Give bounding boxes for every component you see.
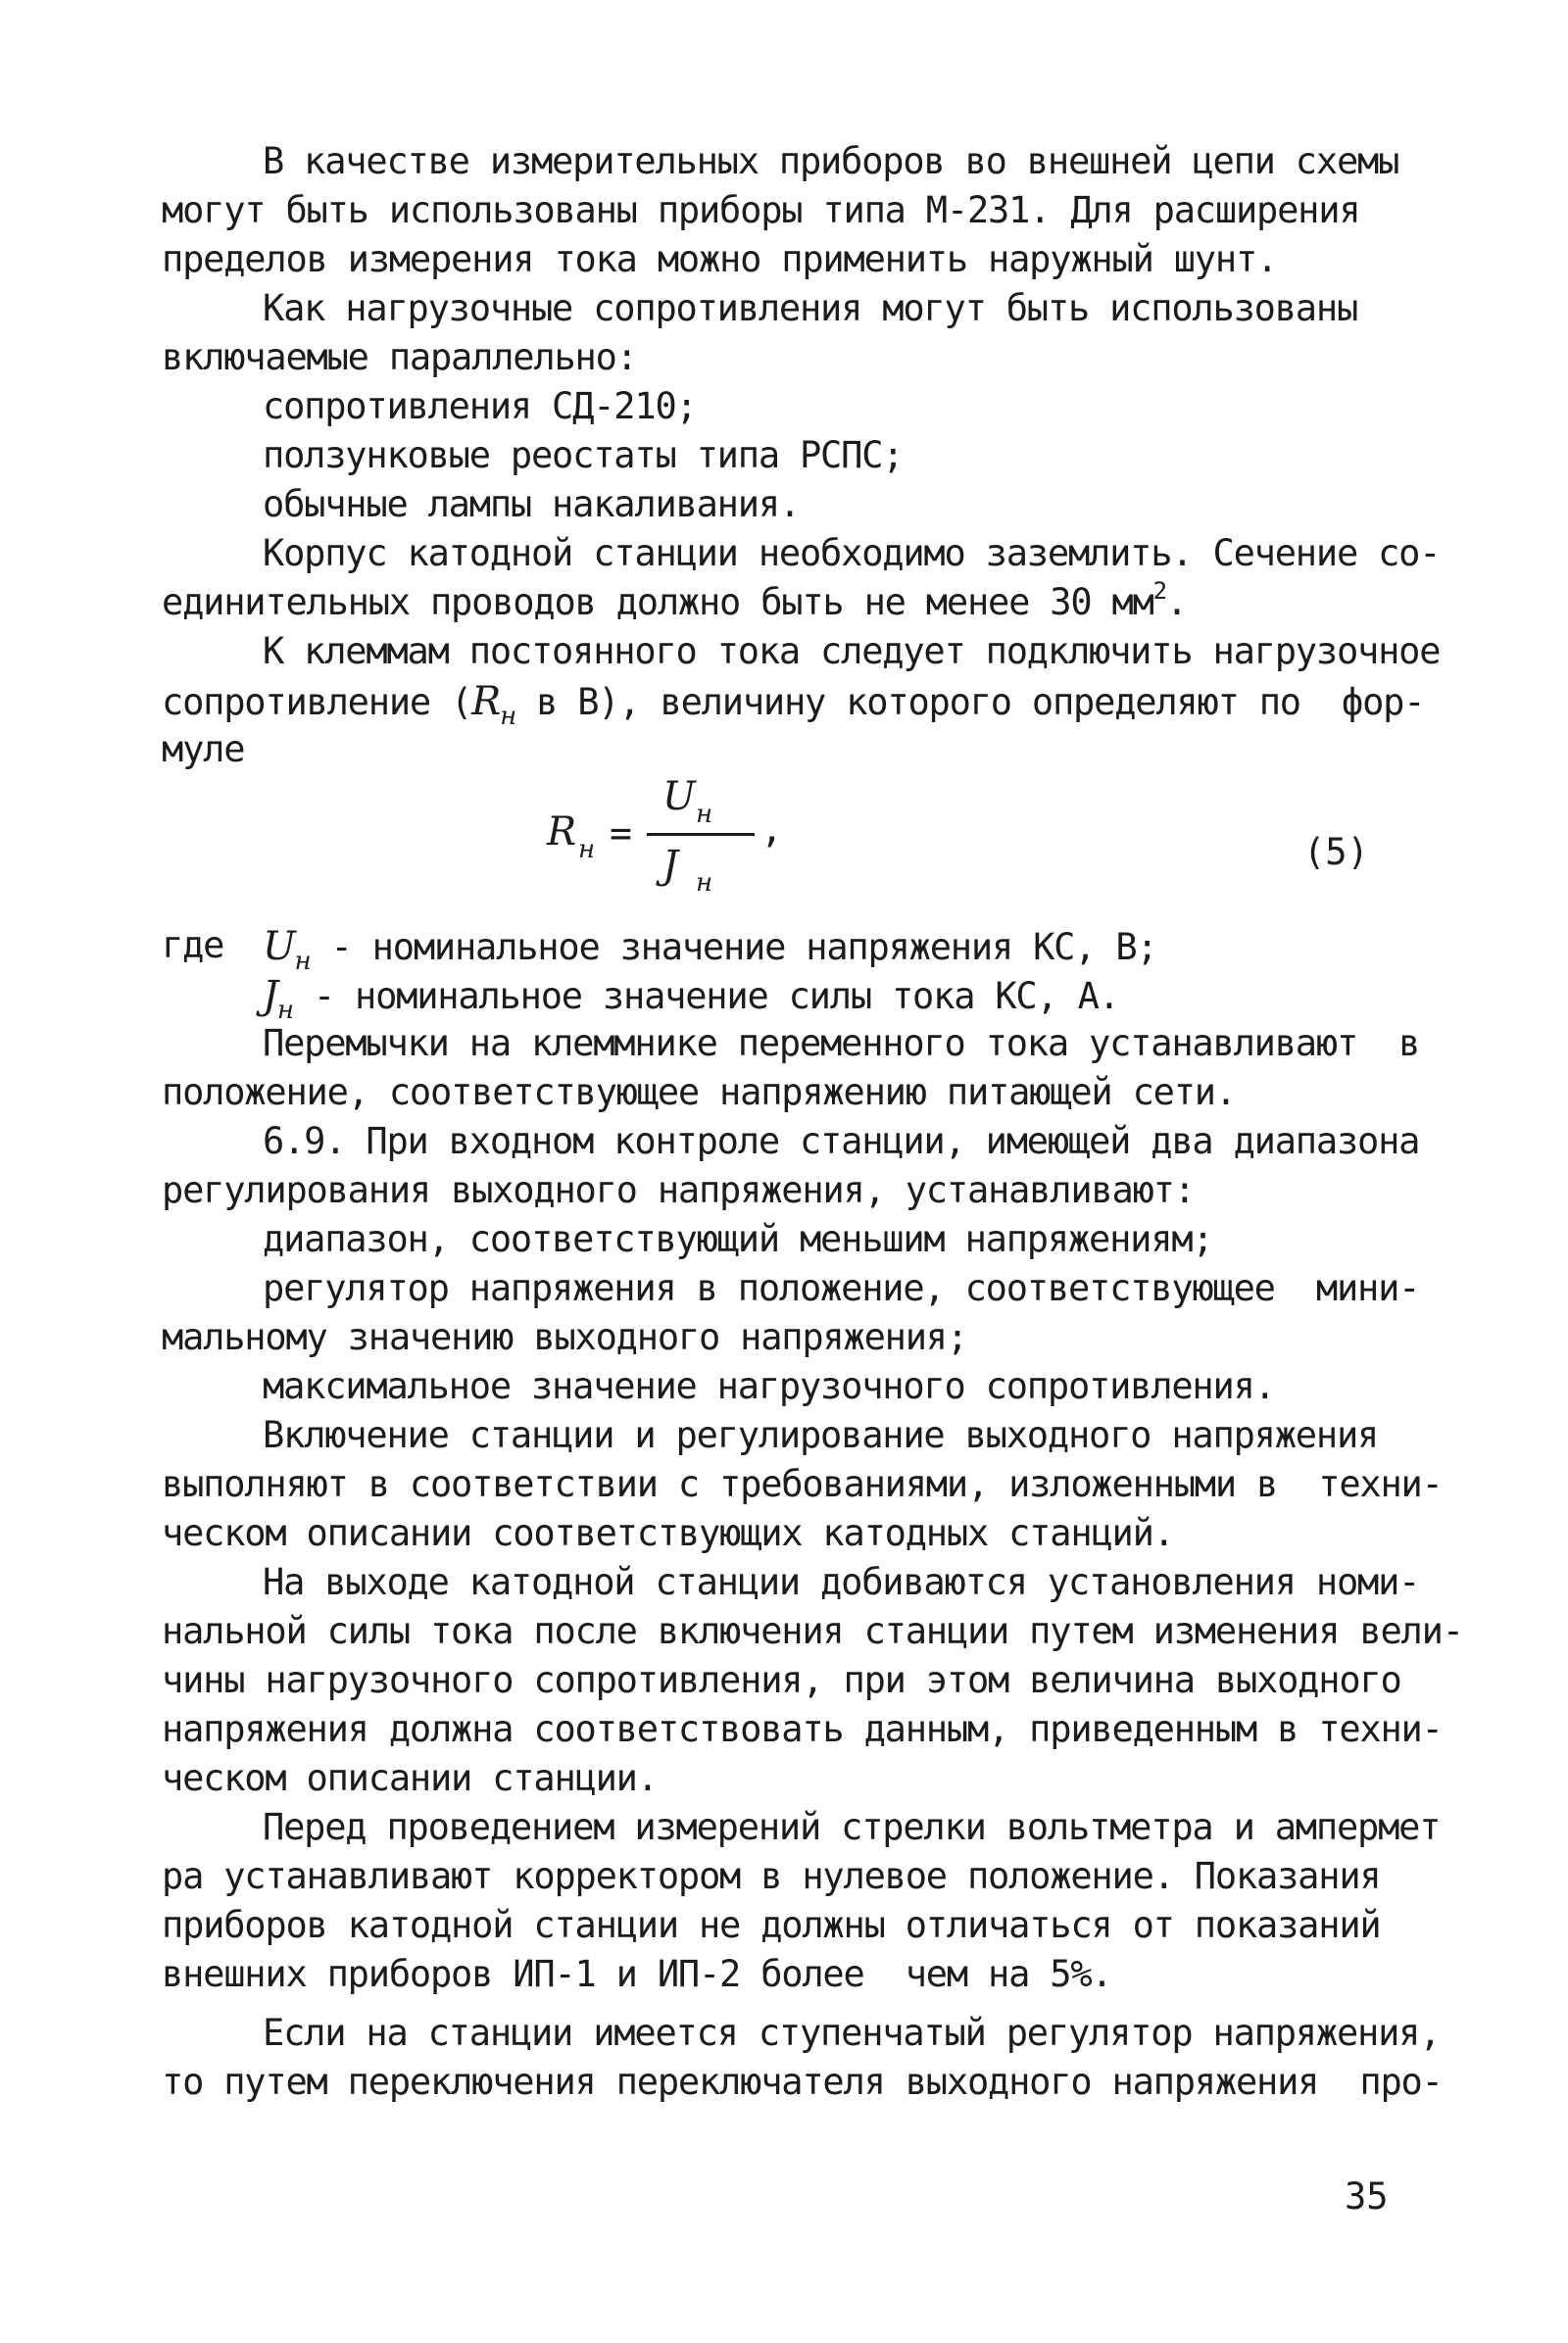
- symbol-u: U: [263, 924, 295, 969]
- formula-comma: ,: [760, 807, 783, 851]
- text-line: Как нагрузочные сопротивления могут быть использованы: [263, 287, 1358, 329]
- text-line: [263, 973, 1119, 1025]
- text-line: Если на станции имеется ступенчатый регулятор напряжения,: [263, 2012, 1441, 2054]
- formula-denominator: J: [662, 843, 679, 888]
- formula-lhs: R: [547, 809, 577, 854]
- text-line: Перемычки на клеммнике переменного тока устанавливают в: [263, 1022, 1420, 1064]
- text-line: Включение станции и регулирование выходного напряжения: [263, 1414, 1379, 1456]
- symbol-r: R: [471, 679, 501, 724]
- text-line: [162, 577, 1187, 623]
- text-line: могут быть использованы приборы типа М-231. Для расширения: [162, 189, 1360, 231]
- symbol-subscript: н: [294, 947, 311, 976]
- formula-5: [529, 774, 784, 911]
- text-line: внешних приборов ИП-1 и ИП-2 более чем на 5%.: [162, 1953, 1112, 1995]
- text-line: ческом описании станции.: [162, 1757, 658, 1799]
- text-line: включаемые параллельно:: [162, 336, 637, 378]
- list-item: обычные лампы накаливания.: [263, 483, 800, 525]
- list-item: сопротивления СД-210;: [263, 385, 697, 427]
- text-line: [162, 679, 1425, 731]
- symbol-subscript: н: [276, 996, 293, 1025]
- list-item: диапазон, соответствующий меньшим напряжениям;: [263, 1218, 1213, 1260]
- text-line: ческом описании соответствующих катодных станций.: [162, 1512, 1174, 1554]
- formula-denominator-subscript: н: [696, 868, 713, 898]
- equation-number: (5): [1303, 831, 1369, 873]
- text-line: приборов катодной станции не должны отличаться от показаний: [162, 1904, 1381, 1946]
- text-line: положение, соответствующее напряжению питающей сети.: [162, 1071, 1236, 1113]
- text-line: Перед проведением измерений стрелки вольтметра и ампермет: [263, 1806, 1441, 1848]
- list-item: ползунковые реостаты типа РСПС;: [263, 434, 904, 476]
- text-line: пределов измерения тока можно применить наружный шунт.: [162, 238, 1278, 280]
- text-fragment: единительных проводов должно быть не менее 30 мм: [162, 581, 1153, 623]
- list-item: максимальное значение нагрузочного сопротивления.: [263, 1365, 1275, 1407]
- formula-numerator: U: [662, 774, 696, 819]
- text-line: 6.9. При входном контроле станции, имеющей два диапазона: [263, 1120, 1420, 1162]
- text-fragment: в В), величину которого определяют по фор-: [515, 681, 1425, 723]
- text-line: то путем переключения переключателя выходного напряжения про-: [162, 2061, 1443, 2103]
- formula-numerator-subscript: н: [696, 800, 713, 829]
- text-line: [162, 924, 224, 966]
- text-line: напряжения должна соответствовать данным, приведенным в техни-: [162, 1708, 1443, 1750]
- formula-equals: =: [610, 811, 632, 854]
- list-item: регулятор напряжения в положение, соответствующее мини-: [263, 1267, 1420, 1309]
- formula-lhs-subscript: н: [578, 835, 596, 864]
- text-line: муле: [162, 728, 245, 770]
- text-line: В качестве измерительных приборов во внешней цепи схемы: [263, 140, 1399, 182]
- page-number: 35: [1345, 2175, 1389, 2218]
- text-line: регулирования выходного напряжения, устанавливают:: [162, 1169, 1195, 1211]
- symbol-j: J: [263, 973, 277, 1018]
- superscript: 2: [1152, 577, 1166, 605]
- text-fragment: сопротивление (: [162, 681, 472, 723]
- fraction-bar: [647, 833, 755, 836]
- text-fragment: - номинальное значение напряжения КС, В;: [310, 926, 1157, 968]
- text-line: ра устанавливают корректором в нулевое положение. Показания: [162, 1855, 1381, 1897]
- text-line: мальному значению выходного напряжения;: [162, 1316, 967, 1358]
- text-line: Корпус катодной станции необходимо заземлить. Сечение со-: [263, 532, 1441, 574]
- text-line: нальной силы тока после включения станции путем изменения вели-: [162, 1610, 1463, 1652]
- text-line: чины нагрузочного сопротивления, при этом величина выходного: [162, 1659, 1401, 1701]
- symbol-subscript: н: [500, 702, 515, 731]
- text-fragment: .: [1165, 581, 1187, 623]
- text-line: [263, 924, 1157, 976]
- text-fragment: где: [162, 924, 224, 966]
- text-line: К клеммам постоянного тока следует подключить нагрузочное: [263, 630, 1441, 672]
- text-line: выполняют в соответствии с требованиями, изложенными в техни-: [162, 1463, 1443, 1505]
- text-fragment: - номинальное значение силы тока КС, А.: [292, 975, 1119, 1017]
- text-line: На выходе катодной станции добиваются установления номи-: [263, 1561, 1420, 1603]
